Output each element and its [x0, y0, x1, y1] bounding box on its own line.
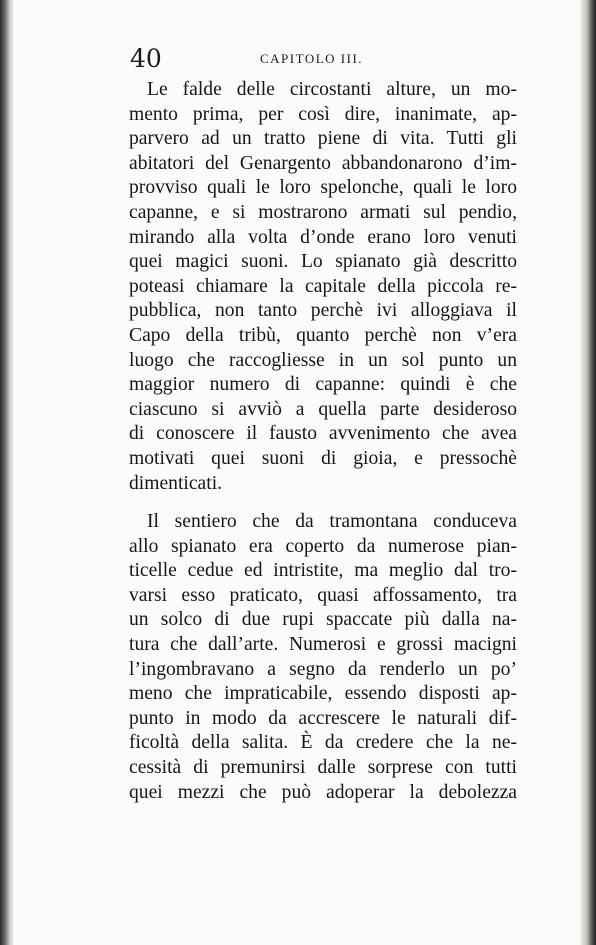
- text-line: varsi esso praticato, quasi affossamento, tra: [129, 584, 517, 606]
- text-line: abitatori del Genargento abbandonarono d’im-: [129, 152, 517, 174]
- body-text: [129, 78, 517, 805]
- text-line: maggior numero di capanne: quindi è che: [129, 374, 517, 396]
- text-line: poteasi chiamare la capitale della piccola re-: [129, 275, 517, 297]
- text-line: mirando alla volta d’onde erano loro venuti: [129, 226, 517, 248]
- text-line: meno che impraticabile, essendo disposti ap-: [129, 683, 517, 705]
- text-line: cessità di premunirsi dalle sorprese con tutti: [129, 757, 517, 779]
- page-number: 40: [130, 44, 162, 73]
- right-page-edge-shadow: [580, 0, 596, 945]
- text-line: motivati quei suoni di gioia, e pressochè: [129, 447, 517, 469]
- running-head: CAPITOLO III.: [260, 51, 364, 66]
- paragraph-1: [129, 78, 517, 496]
- text-line: provviso quali le loro spelonche, quali le loro: [129, 177, 517, 199]
- text-line: Il sentiero che da tramontana conduceva: [147, 511, 517, 533]
- paragraph-2: [129, 510, 517, 805]
- text-line: quei magici suoni. Lo spianato già descritto: [129, 251, 517, 273]
- paragraph-spacer: [129, 496, 517, 510]
- text-line: di conoscere il fausto avvenimento che avea: [129, 423, 517, 445]
- left-page-edge-shadow: [0, 0, 14, 945]
- text-line: tura che dall’arte. Numerosi e grossi macigni: [129, 634, 517, 656]
- text-line: ticelle cedue ed intristite, ma meglio dal tro-: [129, 560, 517, 582]
- text-line: Le falde delle circostanti alture, un mo-: [147, 79, 517, 100]
- text-line: dimenticati.: [129, 472, 223, 494]
- text-line: capanne, e si mostrarono armati sul pendio,: [129, 201, 517, 223]
- text-line: luogo che raccogliesse in un sol punto un: [129, 349, 517, 371]
- text-line: Capo della tribù, quanto perchè non v’era: [129, 324, 517, 346]
- text-line: l’ingombravano a segno da renderlo un po’: [129, 658, 517, 680]
- text-line: un solco di due rupi spaccate più dalla na-: [129, 609, 517, 631]
- text-line: punto in modo da accrescere le naturali dif-: [129, 707, 517, 729]
- text-line: ciascuno si avviò a quella parte desideroso: [129, 398, 517, 420]
- page-header: [130, 44, 518, 74]
- text-line: quei mezzi che può adoperar la debolezza: [129, 781, 517, 803]
- text-line: mento prima, per così dire, inanimate, ap-: [129, 103, 517, 125]
- text-line: allo spianato era coperto da numerose pian-: [129, 535, 517, 557]
- text-line: parvero ad un tratto piene di vita. Tutti gli: [129, 128, 517, 150]
- text-line: ficoltà della salita. È da credere che la ne-: [129, 732, 517, 754]
- text-line: pubblica, non tanto perchè ivi alloggiava il: [129, 300, 517, 322]
